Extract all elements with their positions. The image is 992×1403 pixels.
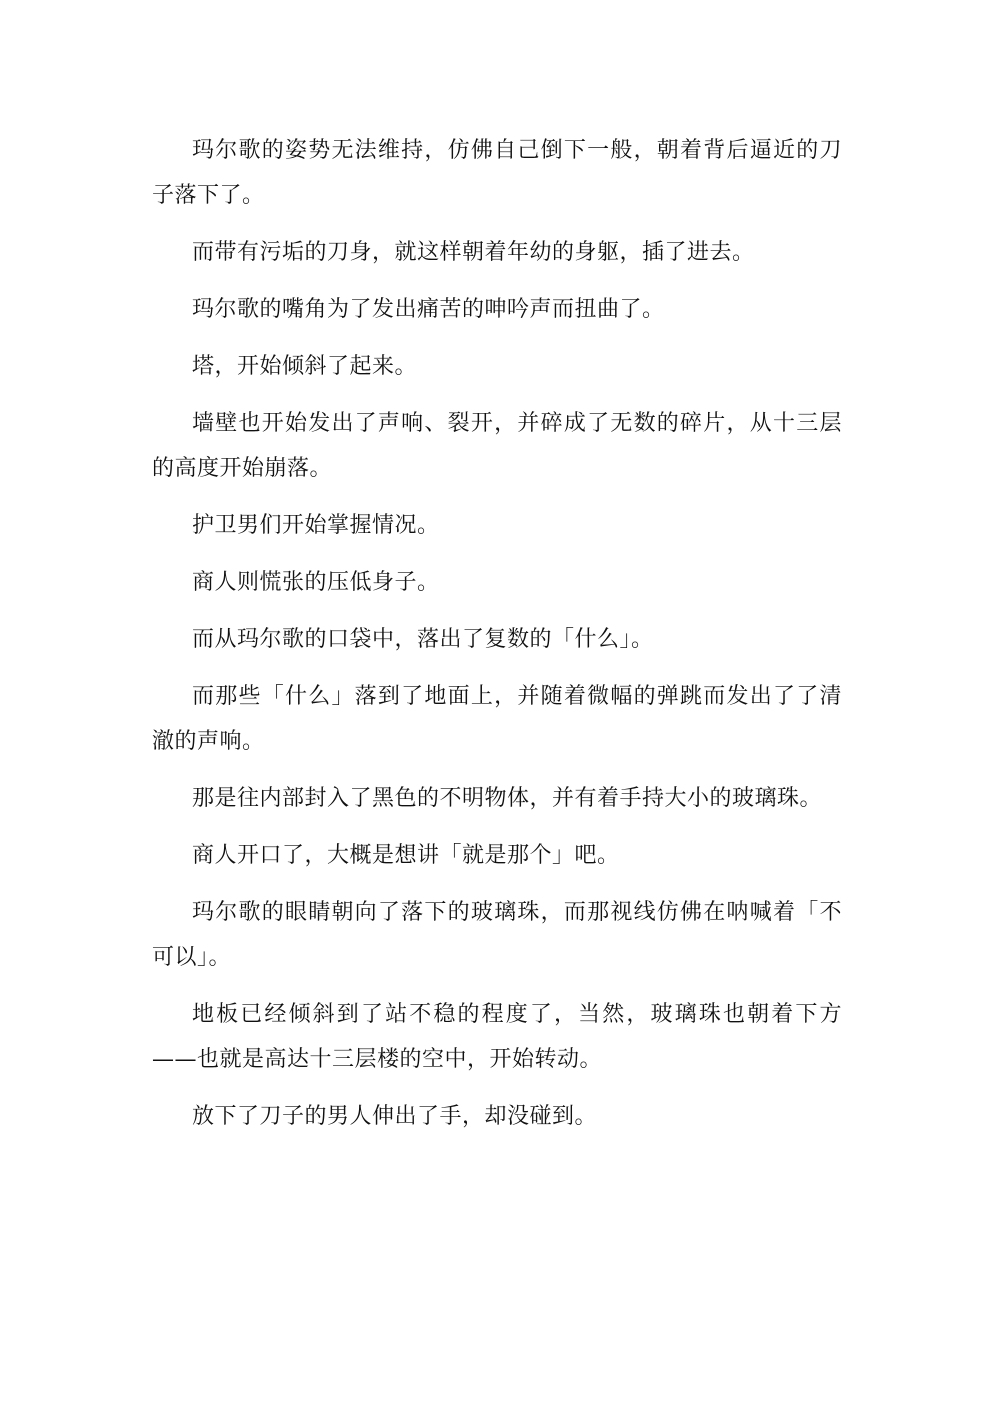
paragraph: 而带有污垢的刀身，就这样朝着年幼的身躯，插了进去。 (192, 240, 755, 265)
paragraph: 塔，开始倾斜了起来。 (192, 354, 418, 379)
paragraph: 地板已经倾斜到了站不稳的程度了，当然，玻璃珠也朝着下方——也就是高达十三层楼的空中，开始转动。 (152, 1002, 842, 1072)
paragraph: 而从玛尔歌的口袋中，落出了复数的「什么」。 (192, 627, 654, 652)
paragraph: 墙壁也开始发出了声响、裂开，并碎成了无数的碎片，从十三层的高度开始崩落。 (152, 411, 842, 481)
paragraph: 玛尔歌的眼睛朝向了落下的玻璃珠，而那视线仿佛在呐喊着「不可以」。 (152, 900, 842, 970)
paragraph: 那是往内部封入了黑色的不明物体，并有着手持大小的玻璃珠。 (192, 786, 823, 811)
paragraph: 放下了刀子的男人伸出了手，却没碰到。 (192, 1104, 598, 1129)
paragraph: 商人则慌张的压低身子。 (192, 570, 440, 595)
paragraph: 而那些「什么」落到了地面上，并随着微幅的弹跳而发出了了清澈的声响。 (152, 684, 842, 754)
paragraph: 玛尔歌的嘴角为了发出痛苦的呻吟声而扭曲了。 (192, 297, 665, 322)
paragraph: 护卫男们开始掌握情况。 (192, 513, 440, 538)
body-text (152, 128, 842, 1151)
paragraph: 玛尔歌的姿势无法维持，仿佛自己倒下一般，朝着背后逼近的刀子落下了。 (152, 138, 842, 208)
paragraph: 商人开口了，大概是想讲「就是那个」吧。 (192, 843, 620, 868)
